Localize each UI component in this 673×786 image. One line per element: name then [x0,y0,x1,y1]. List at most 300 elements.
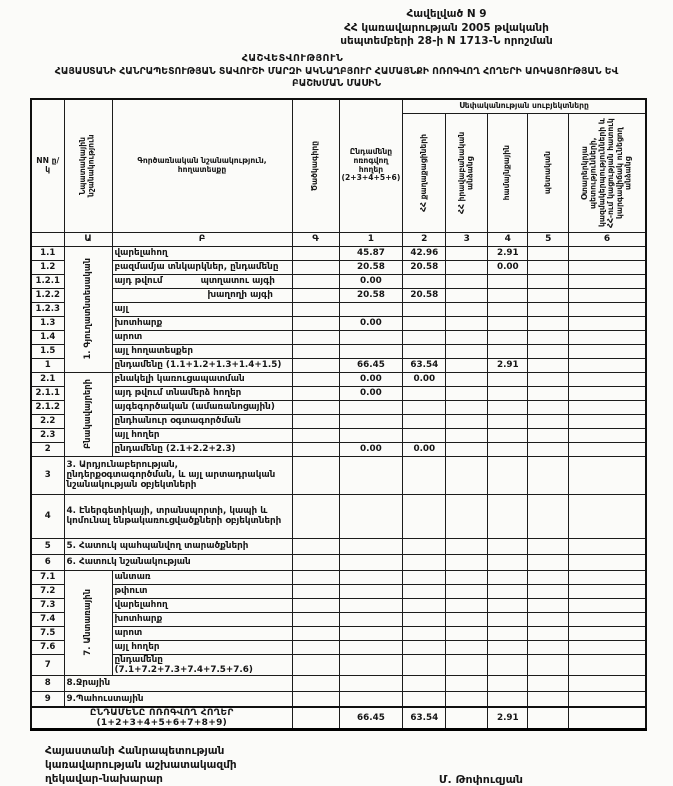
code-cell [292,428,339,442]
value-cell [446,246,488,260]
row-number-cell: 1.3 [31,316,64,330]
value-cell [569,246,646,260]
grand-total-value [569,707,646,730]
value-cell [339,456,403,494]
letter-cell: 4 [488,232,528,246]
value-cell [528,691,569,707]
page-title-line1: ՀԱՅԱՍՏԱՆԻ ՀԱՆՐԱՊԵՏՈՒԹՅԱՆ ՏԱՎՈՒՇԻ ՄԱՐԶԻ ԱԿՆԱՂԲՅՈՒՐ ՀԱՄԱՅՆՔԻ ՈՌՈԳՎՈՂ ՀՈՂԵՐԻ ԱՌԿԱՅՈՒԹՅԱՆ ԵՎ [54,65,619,77]
table-row [31,570,646,584]
row-label-cell: 5. Հատուկ պահպանվող տարածքների [64,538,292,554]
row-label-cell: բազմամյա տնկարկներ, ընդամենը [112,260,292,274]
col-header-functional: Գործառնական նշանակություն, հողատեսքը [112,99,292,232]
appendix-number: Հավելված N 9 [406,8,487,20]
grand-total-value: 66.45 [339,707,403,730]
code-cell [292,598,339,612]
code-cell [292,442,339,456]
value-cell [488,344,528,358]
row-label-cell: բնակելի կառուցապատման [112,372,292,386]
row-label-cell: խոտհարք [112,612,292,626]
value-cell [569,554,646,570]
row-number-cell: 1.2.1 [31,274,64,288]
scanned-report-page [0,8,673,786]
value-cell [569,442,646,456]
letter-cell: 2 [403,232,446,246]
value-cell [403,400,446,414]
grand-total-value: 63.54 [403,707,446,730]
row-label-cell: այգեգործական (ամառանոցային) [112,400,292,414]
code-cell [292,302,339,316]
value-cell [569,358,646,372]
value-cell [528,640,569,654]
value-cell [569,584,646,598]
value-cell [403,640,446,654]
value-cell [488,640,528,654]
row-label-cell: 9.Պահուստային [64,691,292,707]
value-cell [528,274,569,288]
value-cell [403,554,446,570]
value-cell [488,372,528,386]
grand-total-value [528,707,569,730]
value-cell [446,260,488,274]
value-cell [528,654,569,675]
page-title-line2: ԲԱՇԽՄԱՆ ՄԱՍԻՆ [292,78,381,90]
code-cell [292,414,339,428]
value-cell [339,691,403,707]
value-cell [446,640,488,654]
row-number-cell: 7.2 [31,584,64,598]
value-cell [488,612,528,626]
letter-cell: 3 [446,232,488,246]
section-label-forest: 7. Անտառային [64,570,112,675]
row-number-cell: 5 [31,538,64,554]
table-row [31,274,646,288]
row-number-cell: 2 [31,442,64,456]
value-cell [339,626,403,640]
row-number-cell: 1.5 [31,344,64,358]
value-cell [403,274,446,288]
code-cell [292,316,339,330]
value-cell [339,538,403,554]
value-cell [339,570,403,584]
signatory-line1: Հայաստանի Հանրապետության [45,745,225,758]
table-row [31,400,646,414]
value-cell [488,386,528,400]
row-label-right: պտղատու այգի [200,275,275,286]
value-cell [488,654,528,675]
value-cell [339,654,403,675]
value-cell [403,584,446,598]
table-row-subtotal [31,358,646,372]
value-cell [339,675,403,691]
value-cell [528,400,569,414]
value-cell [488,442,528,456]
value-cell [339,344,403,358]
row-number-cell: 7 [31,654,64,675]
code-cell [292,260,339,274]
value-cell [488,494,528,538]
value-cell: 20.58 [339,260,403,274]
value-cell [339,428,403,442]
value-cell [569,400,646,414]
value-cell [488,626,528,640]
col-header-owner-legal-entities: ՀՀ իրավաբանական անձանց [446,113,488,232]
row-label-cell: ընդհանուր օգտագործման [112,414,292,428]
row-label-cell: այլ հողեր [112,428,292,442]
table-row [31,640,646,654]
value-cell [569,626,646,640]
value-cell [528,442,569,456]
signatory-line2: կառավարության աշխատակազմի [45,758,237,771]
value-cell [403,428,446,442]
value-cell [569,570,646,584]
value-cell: 0.00 [488,260,528,274]
value-cell [403,570,446,584]
footer-signatory [45,745,237,786]
row-label-cell: 8.Ջրային [64,675,292,691]
value-cell [339,584,403,598]
row-label-cell: արոտ [112,626,292,640]
value-cell: 0.00 [339,372,403,386]
value-cell [569,598,646,612]
value-cell [488,584,528,598]
value-cell [488,598,528,612]
value-cell: 20.58 [403,260,446,274]
code-cell [292,675,339,691]
value-cell [446,584,488,598]
row-label-cell: այդ թվում տնամերձ հողեր [112,386,292,400]
table-row [31,691,646,707]
code-cell [292,640,339,654]
row-label-cell: խոտհարք [112,316,292,330]
value-cell [488,538,528,554]
code-cell [292,584,339,598]
row-number-cell: 7.5 [31,626,64,640]
value-cell [569,372,646,386]
col-header-owner-state: պետական [528,113,569,232]
row-number-cell: 1.4 [31,330,64,344]
code-cell [292,344,339,358]
grand-total-value: 2.91 [488,707,528,730]
code-cell [292,707,339,730]
table-row [31,414,646,428]
value-cell [528,554,569,570]
table-row [31,372,646,386]
value-cell [403,316,446,330]
value-cell [446,598,488,612]
appendix-decree-line2: սեպտեմբերի 28-ի N 1713-Ն որոշման [340,35,553,48]
col-header-ownership-group: Սեփականության սուբյեկտները [403,99,646,113]
value-cell [569,691,646,707]
signature-name: Մ. Թոփուզյան [438,773,523,786]
grand-total-value [446,707,488,730]
value-cell [488,316,528,330]
code-cell [292,554,339,570]
value-cell [403,456,446,494]
table-row-subtotal [31,442,646,456]
code-cell [292,358,339,372]
table-row [31,675,646,691]
table-row [31,626,646,640]
value-cell [403,612,446,626]
value-cell [446,691,488,707]
row-label-cell: 4. Էներգետիկայի, տրանսպորտի, կապի և կոմունալ ենթակառուցվածքների օբյեկտների [64,494,292,538]
value-cell [403,302,446,316]
value-cell [488,570,528,584]
code-cell [292,654,339,675]
col-header-purpose: Նպատակային նշանակություն [64,99,112,232]
value-cell [446,358,488,372]
row-label-cell: անտառ [112,570,292,584]
value-cell [528,316,569,330]
code-cell [292,494,339,538]
value-cell [569,456,646,494]
value-cell: 20.58 [339,288,403,302]
row-number-cell: 1.2 [31,260,64,274]
appendix-note [250,8,643,49]
row-label-cell: խաղողի այգի [112,288,292,302]
col-header-code: Ծածկագիրը [292,99,339,232]
value-cell [528,494,569,538]
value-cell [528,330,569,344]
col-header-owner-foreign: Օտարերկրյա պետությունների, կազմակերպությունների և ՀՀ-ում կացության հատուկ կարգավիճակ ունեցող անձանց [569,113,646,232]
row-number-cell: 1.1 [31,246,64,260]
code-cell [292,372,339,386]
row-number-cell: 1.2.3 [31,302,64,316]
table-row [31,554,646,570]
table-row [31,538,646,554]
value-cell [569,386,646,400]
row-number-cell: 2.1.1 [31,386,64,400]
col-header-owner-citizens: ՀՀ քաղաքացիների [403,113,446,232]
grand-total-row [31,707,646,730]
value-cell [446,570,488,584]
report-label: ՀԱՇՎԵՏՎՈՒԹՅՈՒՆ [241,52,344,64]
row-label-left: այդ թվում [114,275,163,286]
code-cell [292,386,339,400]
value-cell [339,612,403,626]
row-label-cell: ընդամենը (7.1+7.2+7.3+7.4+7.5+7.6) [112,654,292,675]
value-cell [488,274,528,288]
value-cell: 42.96 [403,246,446,260]
letter-cell: 1 [339,232,403,246]
row-number-cell: 7.1 [31,570,64,584]
value-cell [446,414,488,428]
value-cell [339,598,403,612]
table-header [31,99,646,246]
value-cell [488,428,528,442]
value-cell: 20.58 [403,288,446,302]
row-number-cell: 2.2 [31,414,64,428]
value-cell [488,330,528,344]
value-cell [528,302,569,316]
value-cell [446,288,488,302]
row-label-cell: ընդամենը (2.1+2.2+2.3) [112,442,292,456]
value-cell [528,372,569,386]
value-cell [488,554,528,570]
value-cell [339,640,403,654]
row-label-cell: վարելահող [112,598,292,612]
letter-cell: Բ [112,232,292,246]
code-cell [292,570,339,584]
value-cell: 0.00 [339,316,403,330]
letter-cell: 6 [569,232,646,246]
value-cell [446,442,488,456]
row-label-cell: այլ հողատեսքեր [112,344,292,358]
value-cell [528,612,569,626]
value-cell [528,584,569,598]
value-cell [528,570,569,584]
row-label-cell [112,274,292,288]
value-cell [446,428,488,442]
row-number-cell: 2.3 [31,428,64,442]
value-cell [446,302,488,316]
table-row-subtotal [31,654,646,675]
value-cell [446,626,488,640]
column-letter-row [31,232,646,246]
row-label-cell: ընդամենը (1.1+1.2+1.3+1.4+1.5) [112,358,292,372]
value-cell [446,612,488,626]
row-number-cell: 1.2.2 [31,288,64,302]
value-cell [403,654,446,675]
table-row [31,302,646,316]
value-cell [446,344,488,358]
table-row [31,330,646,344]
value-cell [528,428,569,442]
value-cell [528,344,569,358]
value-cell [446,400,488,414]
row-label-cell: վարելահող [112,246,292,260]
value-cell [569,302,646,316]
grand-total-label: ԸՆԴԱՄԵՆԸ ՈՌՈԳՎՈՂ ՀՈՂԵՐ (1+2+3+4+5+6+7+8+9) [31,707,292,730]
value-cell [528,598,569,612]
row-number-cell: 7.4 [31,612,64,626]
value-cell: 66.45 [339,358,403,372]
row-label-cell: 6. Հատուկ նշանակության [64,554,292,570]
value-cell [446,456,488,494]
row-number-cell: 7.3 [31,598,64,612]
value-cell [403,598,446,612]
section-label-residential: Բնակավայրերի [64,372,112,456]
page-title [6,66,667,91]
row-number-cell: 2.1 [31,372,64,386]
value-cell [446,386,488,400]
header-row-main [31,99,646,113]
value-cell [488,302,528,316]
row-number-cell: 1 [31,358,64,372]
section-label-agricultural: 1. Գյուղատնտեսական [64,246,112,372]
land-report-table [30,98,647,731]
table-row [31,598,646,612]
value-cell [488,691,528,707]
value-cell [403,675,446,691]
code-cell [292,456,339,494]
value-cell [569,612,646,626]
value-cell [569,316,646,330]
value-cell [339,302,403,316]
value-cell [446,316,488,330]
value-cell [339,554,403,570]
value-cell [528,456,569,494]
value-cell: 63.54 [403,358,446,372]
row-label-cell: այլ հողեր [112,640,292,654]
value-cell [528,675,569,691]
row-label-cell: այլ [112,302,292,316]
value-cell [528,538,569,554]
value-cell: 0.00 [403,372,446,386]
value-cell [569,675,646,691]
col-header-nn: NN ը/կ [31,99,64,232]
row-label-cell: արոտ [112,330,292,344]
table-row [31,494,646,538]
value-cell [528,288,569,302]
value-cell [528,260,569,274]
value-cell [339,414,403,428]
value-cell [488,675,528,691]
value-cell: 2.91 [488,246,528,260]
value-cell [403,344,446,358]
value-cell [569,538,646,554]
code-cell [292,288,339,302]
value-cell [569,274,646,288]
code-cell [292,691,339,707]
value-cell [569,428,646,442]
value-cell: 2.91 [488,358,528,372]
value-cell [339,494,403,538]
value-cell [403,691,446,707]
letter-cell: Գ [292,232,339,246]
value-cell [446,675,488,691]
row-number-cell: 4 [31,494,64,538]
code-cell [292,330,339,344]
value-cell: 0.00 [339,386,403,400]
value-cell [403,538,446,554]
value-cell [339,400,403,414]
row-number-cell: 8 [31,675,64,691]
letter-cell: 5 [528,232,569,246]
value-cell [488,414,528,428]
value-cell [569,654,646,675]
code-cell [292,612,339,626]
value-cell [446,538,488,554]
value-cell: 0.00 [339,274,403,288]
value-cell [403,330,446,344]
table-row [31,612,646,626]
table-row [31,456,646,494]
value-cell [528,358,569,372]
row-number-cell: 2.1.2 [31,400,64,414]
value-cell [569,330,646,344]
table-row [31,288,646,302]
value-cell [446,494,488,538]
value-cell: 0.00 [339,442,403,456]
value-cell [446,372,488,386]
value-cell [403,414,446,428]
value-cell [339,330,403,344]
table-row [31,428,646,442]
value-cell [446,274,488,288]
value-cell [569,414,646,428]
value-cell: 45.87 [339,246,403,260]
table-row [31,584,646,598]
table-row [31,386,646,400]
value-cell [528,626,569,640]
value-cell [403,626,446,640]
value-cell [569,288,646,302]
value-cell [569,260,646,274]
value-cell [446,330,488,344]
letter-cell [31,232,64,246]
row-label-cell: 3. Արդյունաբերության, ընդերքօգտագործման, և այլ արտադրական նշանակության օբյեկտների [64,456,292,494]
